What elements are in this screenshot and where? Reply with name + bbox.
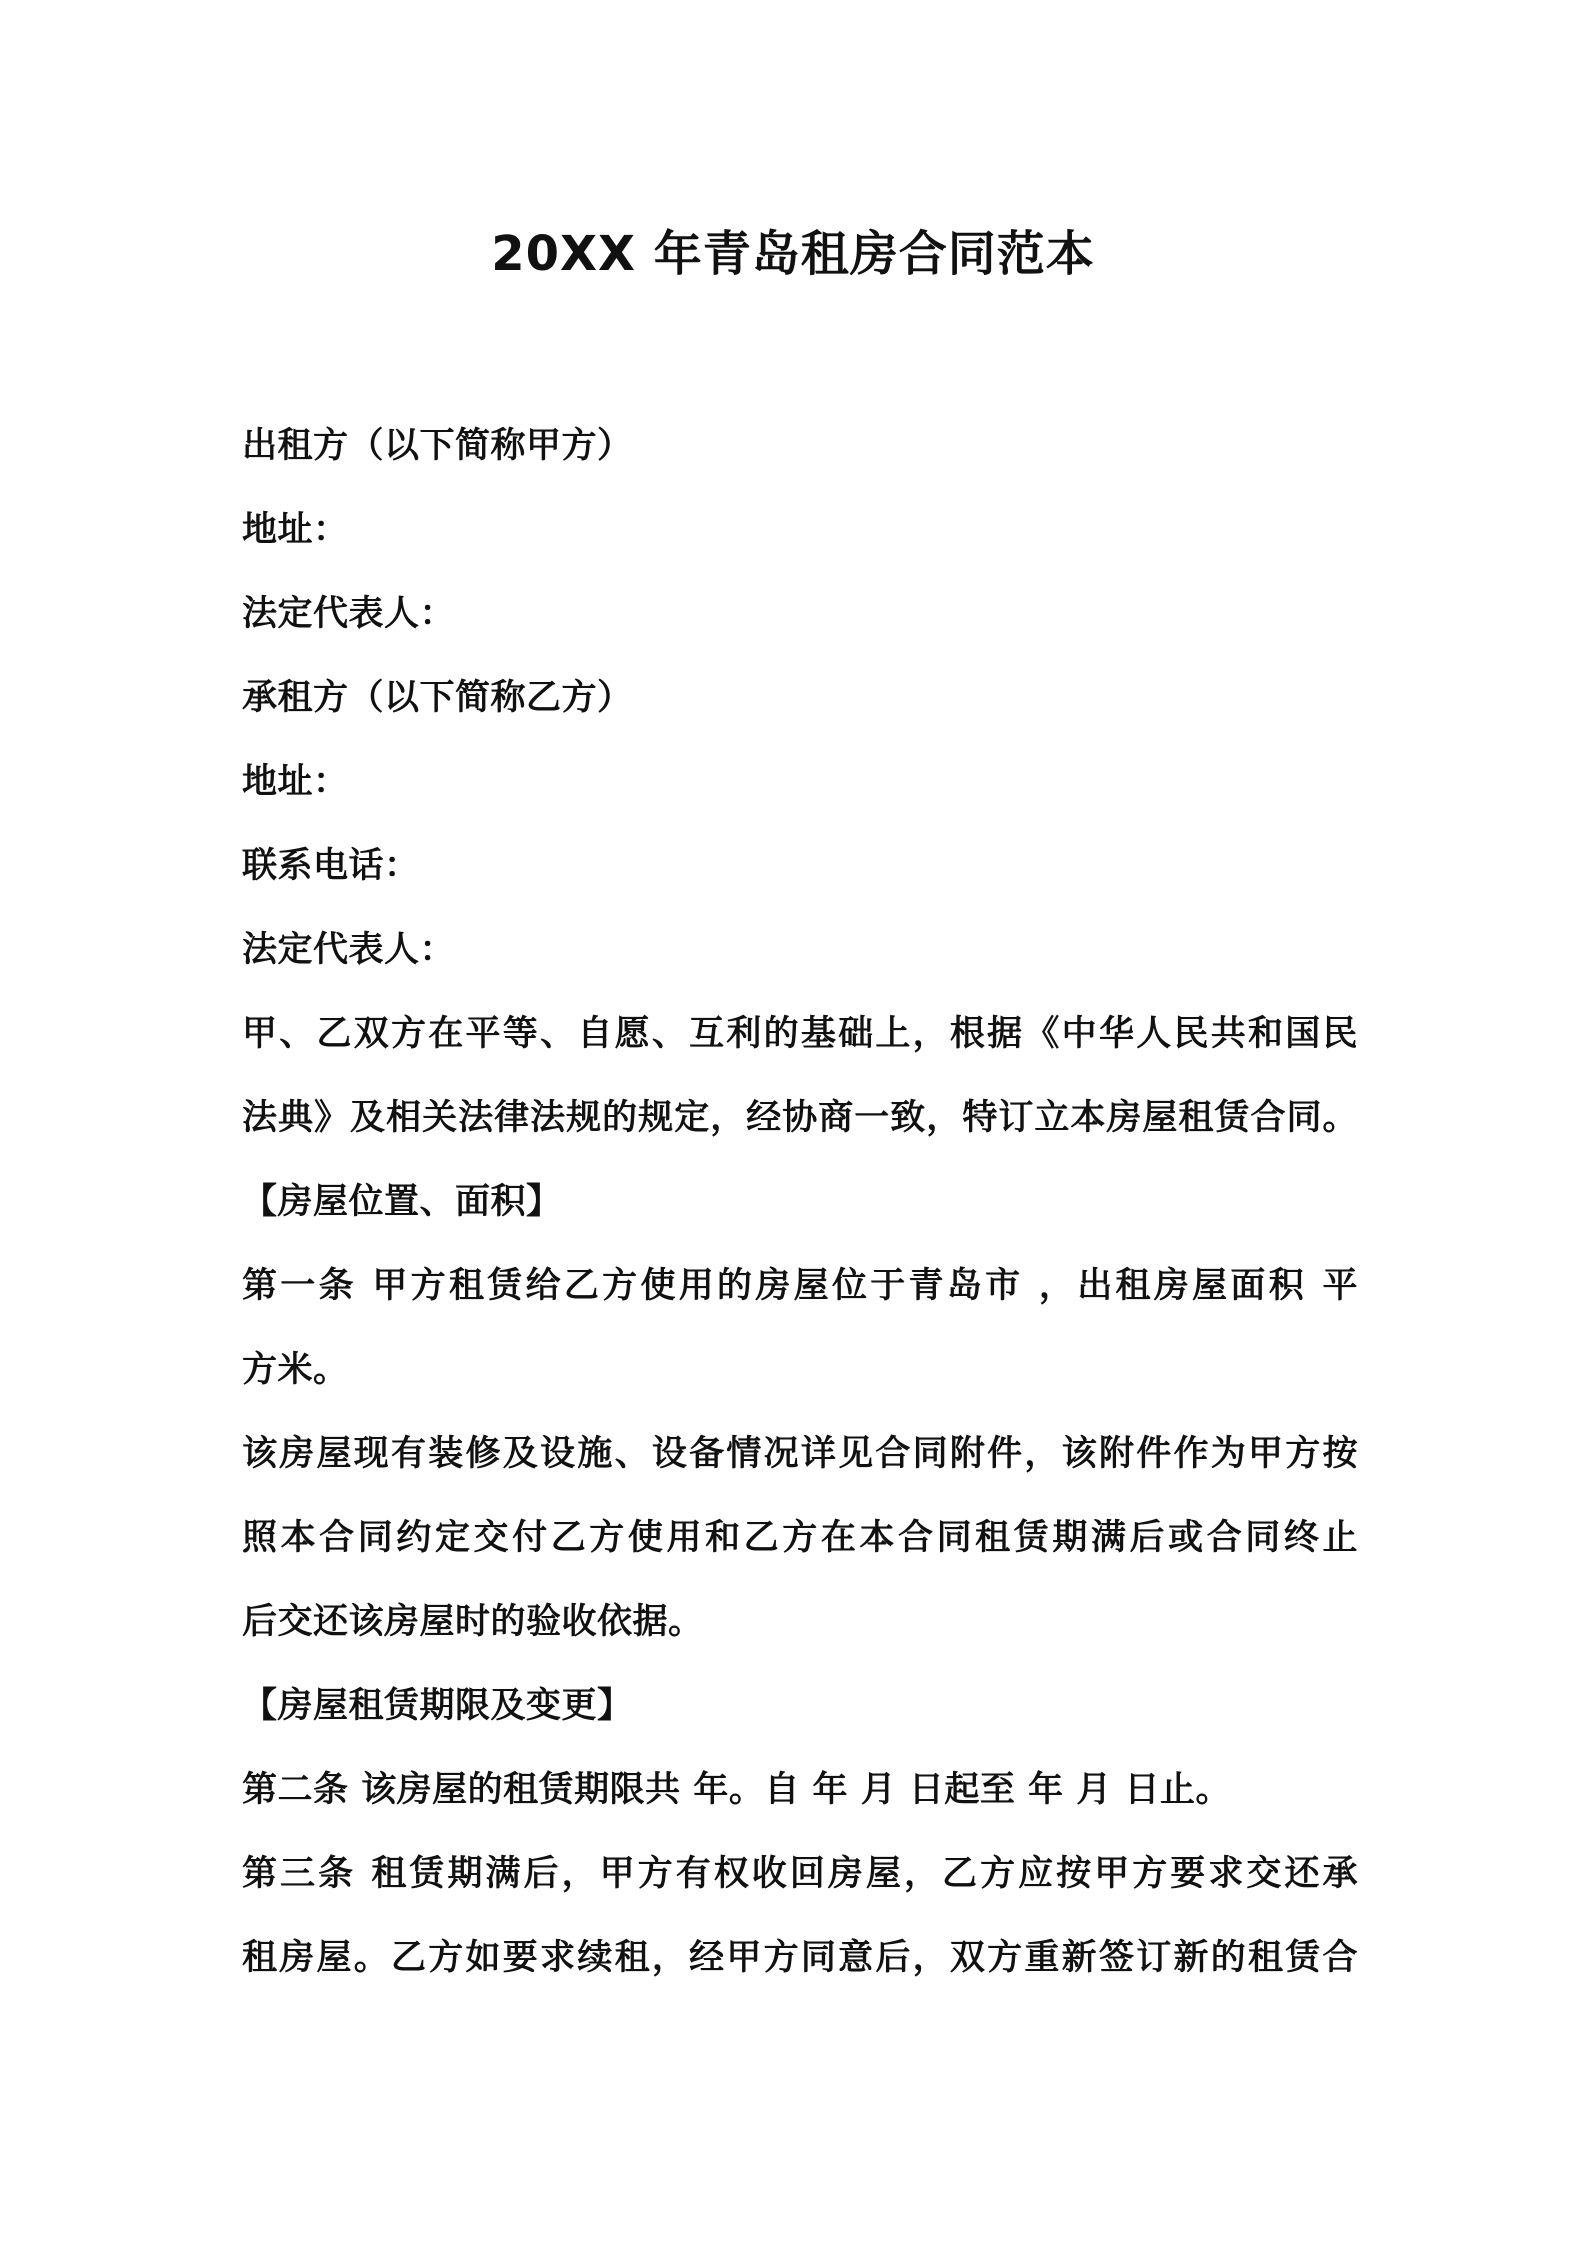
lessee-legal-rep-field: 法定代表人： (242, 930, 456, 970)
fixtures-line-3: 后交还该房屋时的验收依据。 (242, 1602, 704, 1642)
lessor-address-field: 地址： (242, 510, 349, 550)
lessee-label: 承租方（以下简称乙方） (242, 678, 633, 718)
article-1-line-1: 第一条 甲方租赁给乙方使用的房屋位于青岛市 ，出租房屋面积 平 (242, 1266, 1358, 1306)
lessee-address-field: 地址： (242, 762, 349, 802)
article-3-line-1: 第三条 租赁期满后，甲方有权收回房屋，乙方应按甲方要求交还承 (242, 1854, 1358, 1894)
section-heading-term: 【房屋租赁期限及变更】 (242, 1686, 633, 1726)
document-title: 20XX 年青岛租房合同范本 (491, 226, 1095, 282)
article-1-line-2: 方米。 (242, 1350, 349, 1390)
lessee-phone-field: 联系电话： (242, 846, 420, 886)
fixtures-line-1: 该房屋现有装修及设施、设备情况详见合同附件，该附件作为甲方按 (242, 1434, 1358, 1474)
preamble-line-2: 法典》及相关法律法规的规定，经协商一致，特订立本房屋租赁合同。 (242, 1098, 1358, 1138)
lessor-label: 出租方（以下简称甲方） (242, 426, 633, 466)
article-3-line-2: 租房屋。乙方如要求续租，经甲方同意后，双方重新签订新的租赁合 (242, 1938, 1358, 1978)
fixtures-line-2: 照本合同约定交付乙方使用和乙方在本合同租赁期满后或合同终止 (242, 1518, 1358, 1558)
preamble-line-1: 甲、乙双方在平等、自愿、互利的基础上，根据《中华人民共和国民 (242, 1014, 1358, 1054)
document-body (242, 404, 1358, 2000)
section-heading-location: 【房屋位置、面积】 (242, 1182, 562, 1222)
lessor-legal-rep-field: 法定代表人： (242, 594, 456, 634)
article-2-line-1: 第二条 该房屋的租赁期限共 年。自 年 月 日起至 年 月 日止。 (242, 1770, 1231, 1810)
